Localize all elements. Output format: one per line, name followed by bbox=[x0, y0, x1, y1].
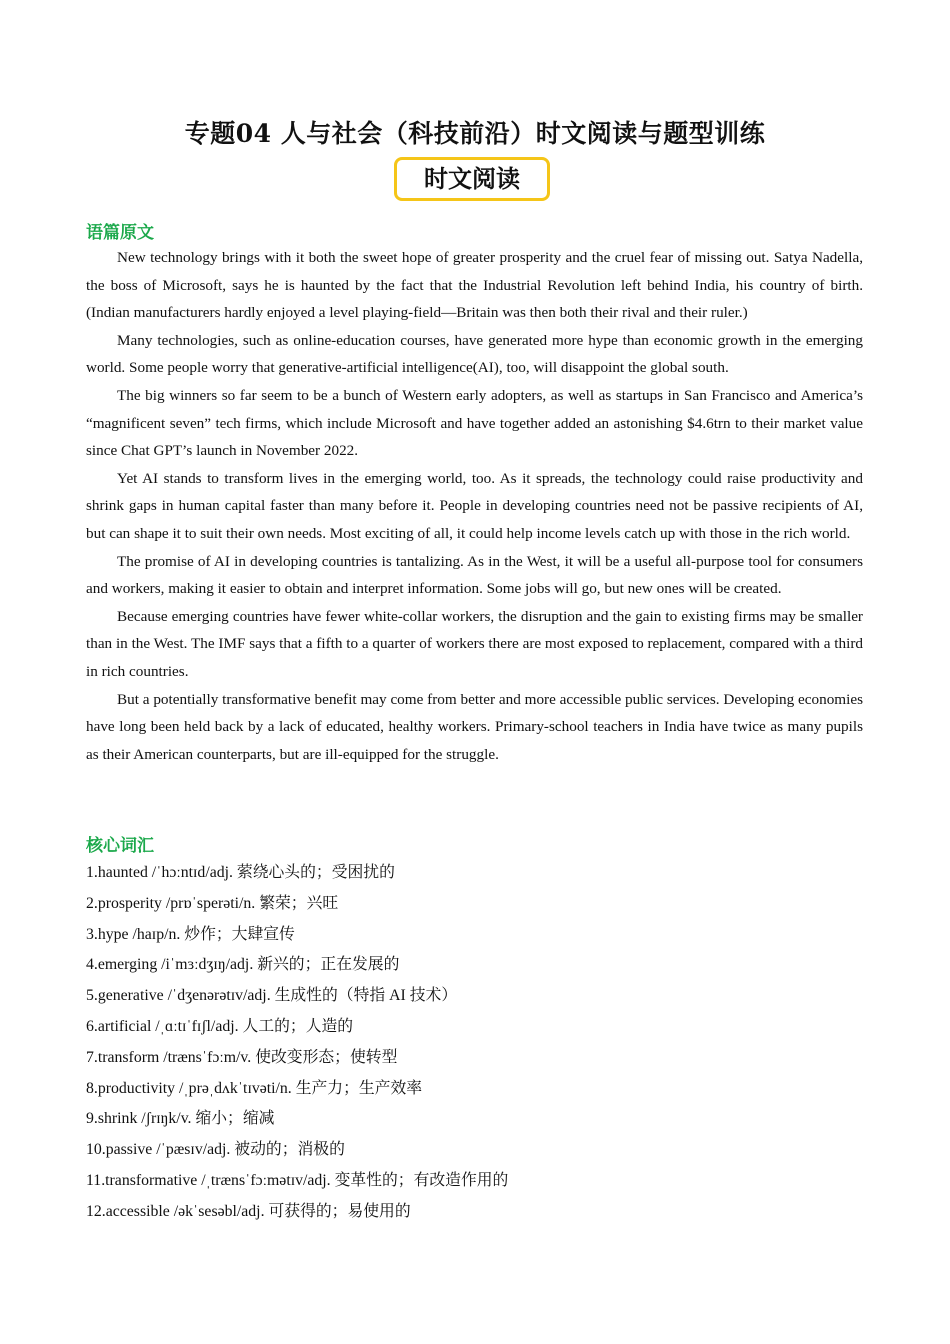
paragraph: Yet AI stands to transform lives in the emerging world, too. As it spreads, the technology could raise productivity and shrink gaps in human capital faster than many before it. People in developing countries need not be passive recipients of AI, but can shape it to suit their own needs. Most exciting of all, it could help income levels catch up with those in the rich world. bbox=[86, 469, 863, 542]
vocab-item: 4.emerging /iˈmɜːdʒɪŋ/adj. 新兴的；正在发展的 bbox=[86, 956, 400, 974]
paragraph: But a potentially transformative benefit may come from better and more accessible public services. Developing economies have long been held back by a lack of educated, healthy workers. Primary-school teachers in India have twice as many pupils as their American counterparts, but are ill-equipped for the struggle. bbox=[86, 690, 863, 763]
vocab-item: 6.artificial /ˌɑːtɪˈfɪʃl/adj. 人工的；人造的 bbox=[86, 1017, 354, 1035]
vocab-item: 2.prosperity /prɒˈsperəti/n. 繁荣；兴旺 bbox=[86, 894, 339, 912]
paragraph: Many technologies, such as online-education courses, have generated more hype than economic growth in the emerging world. Some people worry that generative-artificial intelligence(AI), too, will disappoint the global south. bbox=[86, 331, 863, 377]
vocab-heading: 核心词汇 bbox=[86, 836, 154, 856]
section-badge: 时文阅读 bbox=[394, 157, 550, 201]
vocab-list bbox=[86, 858, 863, 1228]
paragraph: The big winners so far seem to be a bunch of Western early adopters, as well as startups in San Francisco and America’s “magnificent seven” tech firms, which include Microsoft and have together added an astonishing $4.6trn to their market value since Chat GPT’s launch in November 2022. bbox=[86, 386, 863, 460]
vocab-item: 8.productivity /ˌprəˌdʌkˈtɪvəti/n. 生产力；生产效率 bbox=[86, 1079, 423, 1097]
vocab-item: 7.transform /trænsˈfɔːm/v. 使改变形态；使转型 bbox=[86, 1048, 398, 1066]
passage-heading: 语篇原文 bbox=[86, 223, 154, 243]
vocab-item: 12.accessible /əkˈsesəbl/adj. 可获得的；易使用的 bbox=[86, 1202, 411, 1220]
vocab-item: 3.hype /haɪp/n. 炒作；大肆宣传 bbox=[86, 925, 295, 943]
paragraph: New technology brings with it both the sweet hope of greater prosperity and the cruel fear of missing out. Satya Nadella, the boss of Microsoft, says he is haunted by the fact that the Industrial Revolution left behind India, his country of birth. (Indian manufacturers hardly enjoyed a level playing-field—Britain was then both their rival and their ruler.) bbox=[86, 249, 863, 322]
passage-text bbox=[86, 244, 863, 768]
vocab-item: 11.transformative /ˌtrænsˈfɔːmətɪv/adj. 变革性的；有改造作用的 bbox=[86, 1171, 509, 1189]
vocab-item: 5.generative /ˈdʒenərətɪv/adj. 生成性的（特指 AI 技术） bbox=[86, 987, 458, 1005]
vocab-item: 9.shrink /ʃrɪŋk/v. 缩小；缩减 bbox=[86, 1110, 275, 1128]
vocab-item: 1.haunted /ˈhɔːntɪd/adj. 萦绕心头的；受困扰的 bbox=[86, 864, 395, 881]
vocab-item: 10.passive /ˈpæsɪv/adj. 被动的；消极的 bbox=[86, 1141, 345, 1159]
paragraph: The promise of AI in developing countries is tantalizing. As in the West, it will be a useful all-purpose tool for consumers and workers, making it easier to obtain and interpret information. Some jobs will go, but new ones will be created. bbox=[86, 552, 863, 598]
paragraph: Because emerging countries have fewer white-collar workers, the disruption and the gain to existing firms may be smaller than in the West. The IMF says that a fifth to a quarter of workers there are most exposed to replacement, compared with a third in rich countries. bbox=[86, 607, 863, 680]
page-title: 专题04 人与社会（科技前沿）时文阅读与题型训练 bbox=[184, 119, 766, 148]
